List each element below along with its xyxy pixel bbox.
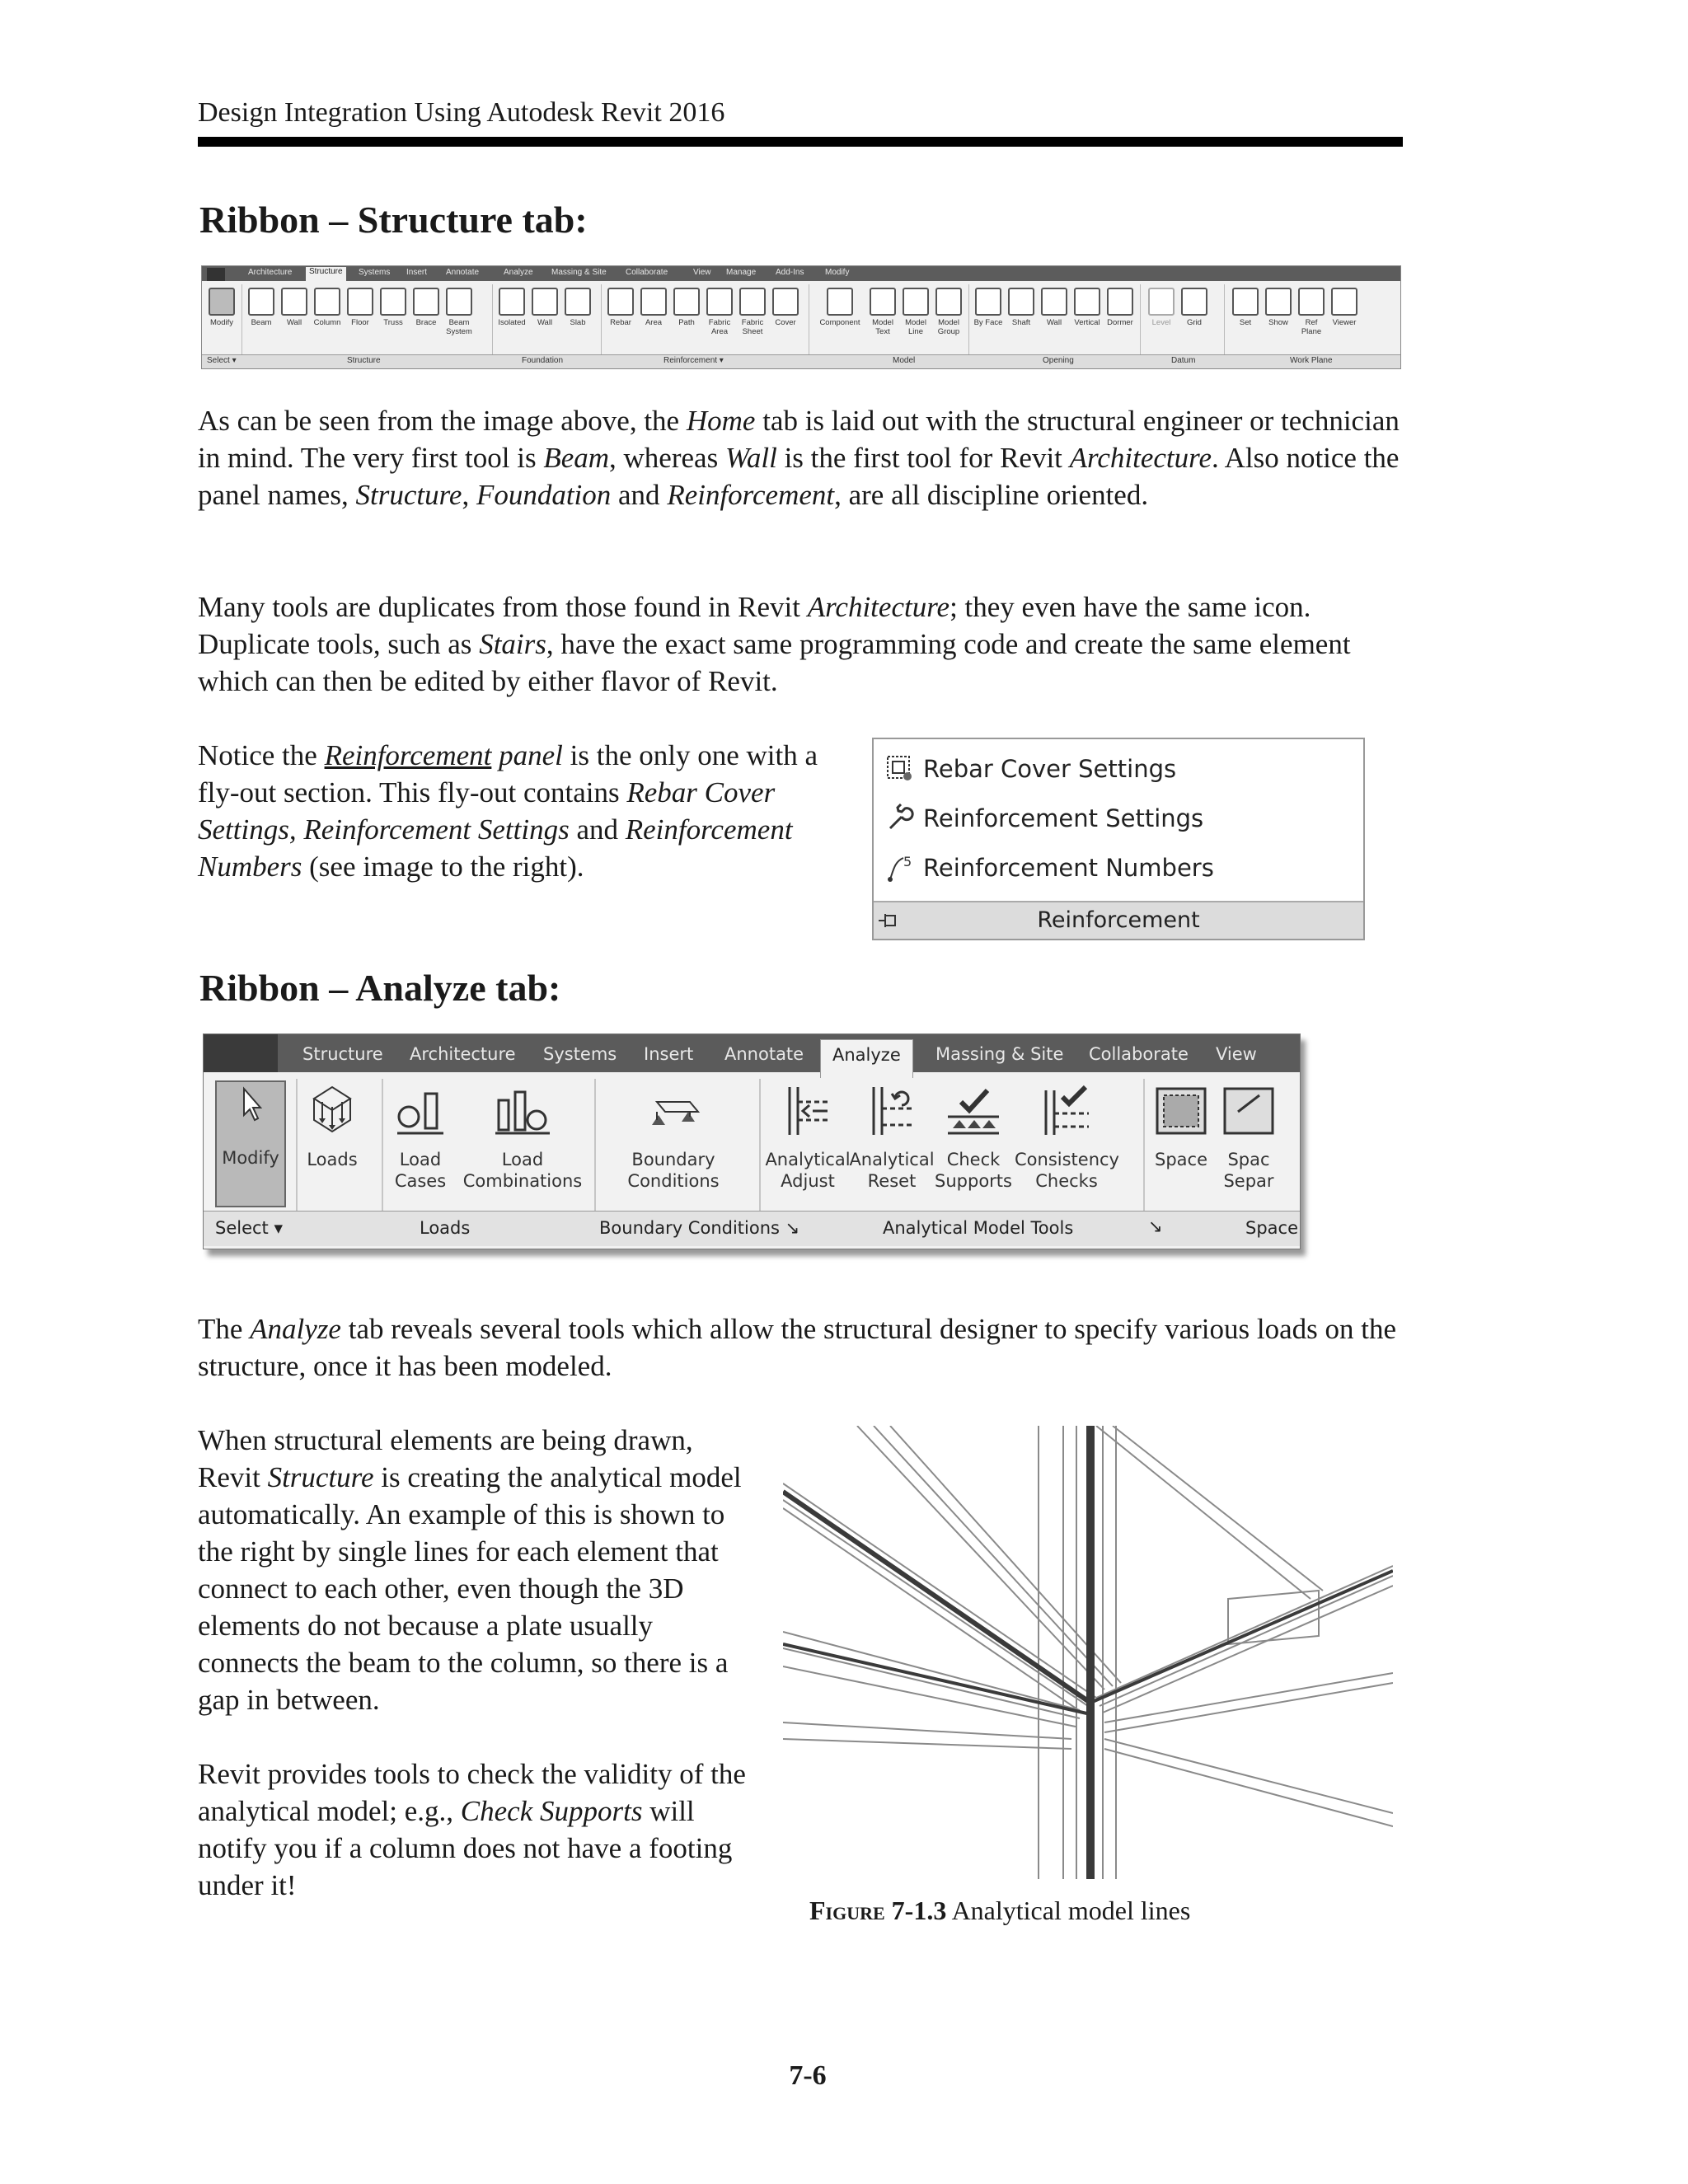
tool-analytical-adjust[interactable]: Analytical Adjust [762,1084,853,1192]
load-cases-icon [394,1084,447,1138]
tool-area[interactable]: Area [637,284,670,327]
cursor-arrow-icon [234,1084,267,1125]
beam-icon [248,288,274,316]
running-header: Design Integration Using Autodesk Revit 2016 [198,97,725,128]
tool-brace[interactable]: Brace [410,284,443,327]
panel-analytical-model-tools: Analytical Model Tools [883,1218,1074,1238]
tool-load-cases[interactable]: Load Cases [388,1084,452,1192]
boundary-conditions-icon [640,1084,706,1138]
wall-opening-icon [1041,288,1067,316]
tool-loads[interactable]: Loads [299,1084,365,1170]
tool-viewer[interactable]: Viewer [1328,284,1361,327]
panel-separator [601,284,602,355]
tab-annotate[interactable]: Annotate [446,268,480,277]
tool-consistency-checks[interactable]: Consistency Checks [1015,1084,1118,1192]
section-heading-analyze: Ribbon – Analyze tab: [199,967,561,1009]
tab-view[interactable]: View [1216,1044,1257,1064]
tab-annotate[interactable]: Annotate [724,1044,804,1064]
application-menu-button[interactable] [204,1034,278,1072]
panel-select[interactable]: Select ▾ [215,1218,284,1238]
reinforcement-flyout-screenshot [872,738,1365,940]
tab-insert[interactable]: Insert [644,1044,694,1064]
tool-wall[interactable]: Wall [278,284,311,327]
tab-modify[interactable]: Modify [825,268,850,277]
tool-slab[interactable]: Slab [561,284,594,327]
tab-structure[interactable]: Structure [302,1044,383,1064]
modify-cursor-icon [209,288,235,316]
tab-analyze[interactable]: Analyze [504,268,533,277]
tool-fabric-area[interactable]: Fabric Area [703,284,736,336]
tool-model-text[interactable]: Model Text [866,284,899,336]
tool-shaft[interactable]: Shaft [1005,284,1038,327]
tool-column[interactable]: Column [311,284,344,327]
paragraph-analytical-model: When structural elements are being drawn, Revit Structure is creating the analytical model automatically. An example of this is shown to the right by single lines for each element that connect to each other, even though the 3D elements do not because a plate usually connects the beam to the column, so there is a gap in between. [198,1424,742,1716]
panel-separator [1224,284,1225,355]
grid-icon [1181,288,1207,316]
panel-separator [1140,284,1141,355]
ribbon-panel-bar [202,354,1400,368]
consistency-checks-icon [1038,1084,1095,1138]
panel-foundation: Foundation [522,356,564,365]
panel-opening: Opening [1043,356,1074,365]
ribbon-panel-bar [204,1211,1300,1246]
space-icon [1154,1084,1208,1138]
flyout-item-reinforcement-settings[interactable]: Reinforcement Settings [885,797,1347,840]
area-reinforcement-icon [640,288,667,316]
panel-reinforcement[interactable]: Reinforcement ▾ [663,356,724,365]
panel-space: Space [1245,1218,1298,1238]
check-supports-icon [945,1084,1002,1138]
tab-manage[interactable]: Manage [726,268,757,277]
panel-datum: Datum [1171,356,1196,365]
tab-massing-site[interactable]: Massing & Site [551,268,607,277]
dialog-launcher-icon[interactable]: ↘ [1148,1216,1163,1236]
vertical-opening-icon [1074,288,1100,316]
paragraph-analyze-tab: The Analyze tab reveals several tools which allow the structural designer to specify various loads on the structure, once it has been modeled. [198,1313,1397,1382]
paragraph-check-validity: Revit provides tools to check the validity of the analytical model; e.g., Check Supports will notify you if a column does not have a footing under it! [198,1758,746,1901]
tab-architecture[interactable]: Architecture [410,1044,516,1064]
component-icon [827,288,853,316]
ribbon-tab-bar [202,266,1400,281]
path-reinforcement-icon [673,288,700,316]
reinforcement-numbers-icon [885,853,915,883]
panel-loads: Loads [420,1218,471,1238]
viewer-icon [1331,288,1357,316]
by-face-icon [975,288,1001,316]
tool-ref-plane[interactable]: Ref Plane [1295,284,1328,336]
truss-icon [380,288,406,316]
column-icon [314,288,340,316]
loads-icon [309,1084,355,1138]
structure-ribbon-screenshot [201,265,1401,369]
floor-icon [347,288,373,316]
flyout-item-reinforcement-numbers[interactable]: 5 Reinforcement Numbers [885,846,1347,889]
tool-dormer[interactable]: Dormer [1104,284,1137,327]
cover-icon [772,288,799,316]
figure-caption: Figure 7-1.3 Analytical model lines [809,1896,1191,1925]
tool-level[interactable]: Level [1145,284,1178,327]
tab-systems[interactable]: Systems [543,1044,617,1064]
rebar-icon [607,288,634,316]
wall-foundation-icon [532,288,558,316]
tool-show[interactable]: Show [1262,284,1295,327]
panel-boundary-conditions: Boundary Conditions ↘ [599,1218,800,1238]
header-rule [198,137,1403,147]
app-menu-icon [207,268,225,281]
tool-model-line[interactable]: Model Line [899,284,932,336]
page-number: 7-6 [789,2060,827,2091]
panel-work-plane: Work Plane [1290,356,1333,365]
section-heading-structure: Ribbon – Structure tab: [199,199,588,241]
tab-add-ins[interactable]: Add-Ins [776,268,804,277]
wrench-icon [885,804,915,833]
tool-floor[interactable]: Floor [344,284,377,327]
panel-separator [492,284,493,355]
tool-beam-system[interactable]: Beam System [443,284,476,336]
panel-structure: Structure [347,356,381,365]
tool-space-separator[interactable]: Spac Separ [1216,1084,1282,1192]
brace-icon [413,288,439,316]
analyze-ribbon-screenshot [203,1033,1301,1249]
dormer-icon [1107,288,1133,316]
tool-check-supports[interactable]: Check Supports [934,1084,1013,1192]
tool-cover[interactable]: Cover [769,284,802,327]
set-work-plane-icon [1232,288,1259,316]
tool-beam[interactable]: Beam [245,284,278,327]
ribbon-tab-bar [204,1034,1300,1072]
tool-analytical-reset[interactable]: Analytical Reset [846,1084,937,1192]
tool-modify[interactable]: Modify [215,1084,286,1169]
analytical-reset-icon [865,1084,918,1138]
svg-text:5: 5 [903,854,912,869]
tool-wall-foundation[interactable]: Wall [528,284,561,327]
paragraph-reinforcement-flyout: Notice the Reinforcement panel is the only one with a fly-out section. This fly-out contains Rebar Cover Settings, Reinforcement Settings and Reinforcement Numbers (see image to the right). [198,739,818,883]
rebar-cover-settings-icon [885,754,915,784]
load-combinations-icon [494,1084,551,1138]
panel-model: Model [893,356,916,365]
tool-model-group[interactable]: Model Group [932,284,965,336]
tab-systems[interactable]: Systems [359,268,391,277]
flyout-item-rebar-cover-settings[interactable]: Rebar Cover Settings [885,748,1347,790]
dropdown-arrow-icon: ▾ [274,1218,284,1238]
show-work-plane-icon [1265,288,1292,316]
tool-space[interactable]: Space [1148,1084,1214,1170]
dialog-launcher-icon[interactable]: ↘ [785,1218,800,1238]
shaft-icon [1008,288,1034,316]
tab-structure[interactable]: Structure [306,267,346,281]
fabric-area-icon [706,288,733,316]
isolated-footing-icon [499,288,525,316]
tab-view[interactable]: View [693,268,711,277]
tool-path[interactable]: Path [670,284,703,327]
tool-wall-opening[interactable]: Wall [1038,284,1071,327]
tool-truss[interactable]: Truss [377,284,410,327]
model-group-icon [935,288,962,316]
level-icon [1148,288,1175,316]
beam-system-icon [446,288,472,316]
tool-by-face[interactable]: By Face [972,284,1005,327]
ref-plane-icon [1298,288,1325,316]
fabric-sheet-icon [739,288,766,316]
paragraph-duplicate-tools: Many tools are duplicates from those found in Revit Architecture; they even have the same icon. Duplicate tools, such as Stairs, have the exact same programming code and create the same element which can then be edited by either flavor of Revit. [198,591,1351,697]
tool-boundary-conditions[interactable]: Boundary Conditions [599,1084,748,1192]
tab-insert[interactable]: Insert [406,268,428,277]
tool-set[interactable]: Set [1229,284,1262,327]
tool-grid[interactable]: Grid [1178,284,1211,327]
space-separator-icon [1221,1084,1276,1138]
tool-vertical[interactable]: Vertical [1071,284,1104,327]
analytical-adjust-icon [781,1084,834,1138]
tool-fabric-sheet[interactable]: Fabric Sheet [736,284,769,336]
tool-component[interactable]: Component [817,284,863,327]
tab-analyze[interactable]: Analyze [820,1039,913,1078]
panel-separator [241,284,242,355]
tool-load-combinations[interactable]: Load Combinations [461,1084,584,1192]
tab-collaborate[interactable]: Collaborate [1089,1044,1189,1064]
analytical-model-lines-figure [783,1426,1393,1879]
model-text-icon [870,288,896,316]
panel-select[interactable]: Select ▾ [207,356,237,365]
tool-rebar[interactable]: Rebar [604,284,637,327]
tool-isolated[interactable]: Isolated [495,284,528,327]
model-line-icon [903,288,929,316]
wall-icon [281,288,307,316]
panel-separator [968,284,969,355]
tool-modify[interactable]: Modify [205,284,238,327]
tab-architecture[interactable]: Architecture [248,268,293,277]
paragraph-home-tab: As can be seen from the image above, the Home tab is laid out with the structural engineer or technician in mind. The very first tool is Beam, whereas Wall is the first tool for Revit Architecture. Also notice the panel names, Structure, Foundation and Reinforcement, are all discipline oriented. [198,405,1400,511]
tab-collaborate[interactable]: Collaborate [626,268,668,277]
slab-icon [565,288,591,316]
tab-massing-site[interactable]: Massing & Site [935,1044,1064,1064]
flyout-panel-footer: Reinforcement [874,901,1363,939]
